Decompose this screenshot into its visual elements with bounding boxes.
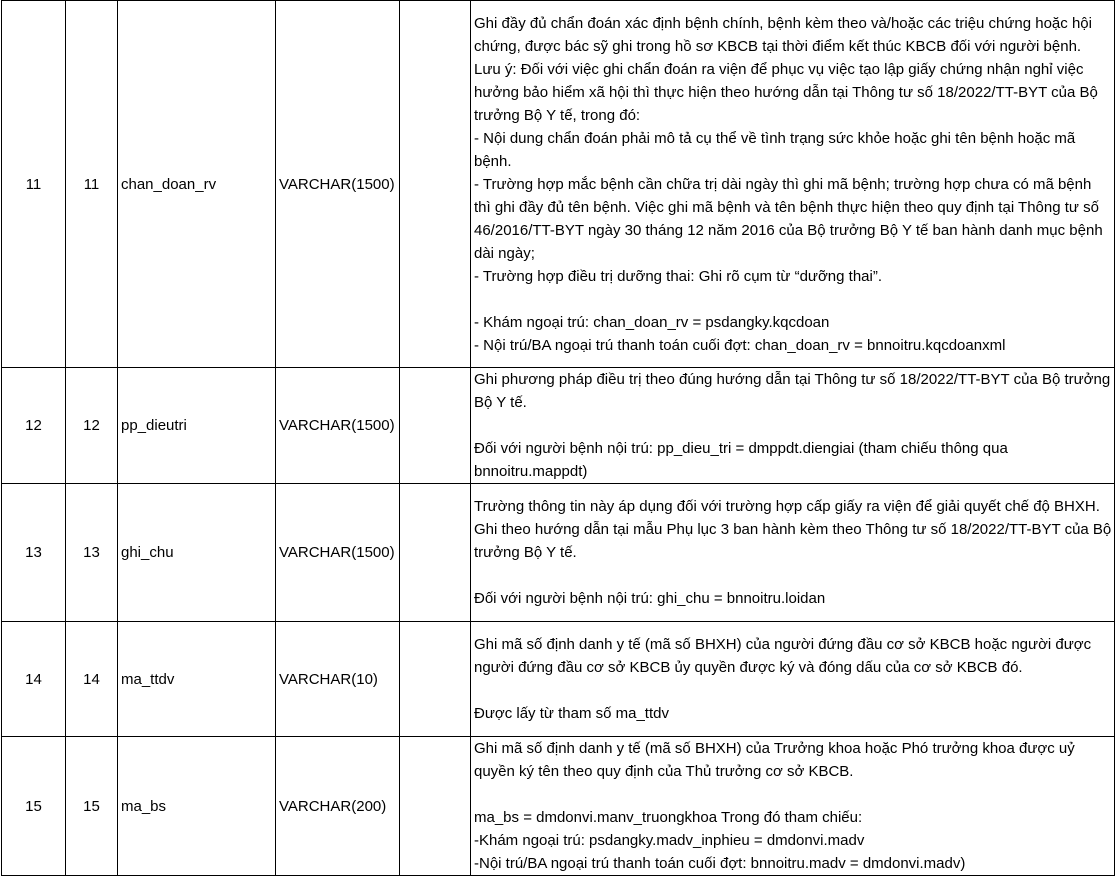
description-cell[interactable]: Ghi mã số định danh y tế (mã số BHXH) của Trưởng khoa hoặc Phó trưởng khoa được uỷ quyền ký tên theo quy định của Thủ trưởng cơ sở KBCB. ma_bs = dmdonvi.manv_truongkhoa Trong đó tham chiếu: -Khám ngoại trú: psdangky.madv_inphieu = dmdonvi.madv -Nội trú/BA ngoại trú thanh toán cuối đợt: bnnoitru.madv = dmdonvi.madv) — [471, 737, 1115, 876]
table-row — [2, 737, 1115, 876]
data-type-cell[interactable]: VARCHAR(10) — [276, 622, 400, 737]
data-type-cell[interactable]: VARCHAR(200) — [276, 737, 400, 876]
note-cell[interactable] — [400, 1, 471, 368]
stt-cell[interactable]: 15 — [2, 737, 66, 876]
table-row — [2, 368, 1115, 484]
index-cell[interactable]: 14 — [66, 622, 118, 737]
index-cell[interactable]: 15 — [66, 737, 118, 876]
stt-cell[interactable]: 14 — [2, 622, 66, 737]
note-cell[interactable] — [400, 737, 471, 876]
data-type-cell[interactable]: VARCHAR(1500) — [276, 484, 400, 622]
stt-cell[interactable]: 12 — [2, 368, 66, 484]
table-row — [2, 1, 1115, 368]
note-cell[interactable] — [400, 622, 471, 737]
field-spec-table — [1, 0, 1115, 876]
stt-cell[interactable]: 13 — [2, 484, 66, 622]
index-cell[interactable]: 11 — [66, 1, 118, 368]
table-row — [2, 622, 1115, 737]
stt-cell[interactable]: 11 — [2, 1, 66, 368]
table-row — [2, 484, 1115, 622]
note-cell[interactable] — [400, 484, 471, 622]
description-cell[interactable]: Ghi mã số định danh y tế (mã số BHXH) của người đứng đầu cơ sở KBCB hoặc người được người đứng đầu cơ sở KBCB ủy quyền được ký và đóng dấu của cơ sở KBCB đó. Được lấy từ tham số ma_ttdv — [471, 622, 1115, 737]
field-name-cell[interactable]: ghi_chu — [118, 484, 276, 622]
data-type-cell[interactable]: VARCHAR(1500) — [276, 1, 400, 368]
field-name-cell[interactable]: ma_bs — [118, 737, 276, 876]
field-name-cell[interactable]: pp_dieutri — [118, 368, 276, 484]
description-cell[interactable]: Ghi phương pháp điều trị theo đúng hướng dẫn tại Thông tư số 18/2022/TT-BYT của Bộ trưởng Bộ Y tế. Đối với người bệnh nội trú: pp_dieu_tri = dmppdt.diengiai (tham chiếu thông qua bnnoitru.mappdt) — [471, 368, 1115, 484]
description-cell[interactable]: Trường thông tin này áp dụng đối với trường hợp cấp giấy ra viện để giải quyết chế độ BHXH. Ghi theo hướng dẫn tại mẫu Phụ lục 3 ban hành kèm theo Thông tư số 18/2022/TT-BYT của Bộ trưởng Bộ Y tế. Đối với người bệnh nội trú: ghi_chu = bnnoitru.loidan — [471, 484, 1115, 622]
field-name-cell[interactable]: ma_ttdv — [118, 622, 276, 737]
index-cell[interactable]: 12 — [66, 368, 118, 484]
field-name-cell[interactable]: chan_doan_rv — [118, 1, 276, 368]
description-cell[interactable]: Ghi đầy đủ chẩn đoán xác định bệnh chính, bệnh kèm theo và/hoặc các triệu chứng hoặc hội chứng, được bác sỹ ghi trong hồ sơ KBCB tại thời điểm kết thúc KBCB đối với người bệnh. Lưu ý: Đối với việc ghi chẩn đoán ra viện để phục vụ việc tạo lập giấy chứng nhận nghỉ việc hưởng bảo hiểm xã hội thì thực hiện theo hướng dẫn tại Thông tư số 18/2022/TT-BYT của Bộ trưởng Bộ Y tế, trong đó: - Nội dung chẩn đoán phải mô tả cụ thể về tình trạng sức khỏe hoặc ghi tên bệnh hoặc mã bệnh. - Trường hợp mắc bệnh cần chữa trị dài ngày thì ghi mã bệnh; trường hợp chưa có mã bệnh thì ghi đầy đủ tên bệnh. Việc ghi mã bệnh và tên bệnh thực hiện theo quy định tại Thông tư số 46/2016/TT-BYT ngày 30 tháng 12 năm 2016 của Bộ trưởng Bộ Y tế ban hành danh mục bệnh dài ngày; - Trường hợp điều trị dưỡng thai: Ghi rõ cụm từ “dưỡng thai”. - Khám ngoại trú: chan_doan_rv = psdangky.kqcdoan - Nội trú/BA ngoại trú thanh toán cuối đợt: chan_doan_rv = bnnoitru.kqcdoanxml — [471, 1, 1115, 368]
note-cell[interactable] — [400, 368, 471, 484]
index-cell[interactable]: 13 — [66, 484, 118, 622]
data-type-cell[interactable]: VARCHAR(1500) — [276, 368, 400, 484]
